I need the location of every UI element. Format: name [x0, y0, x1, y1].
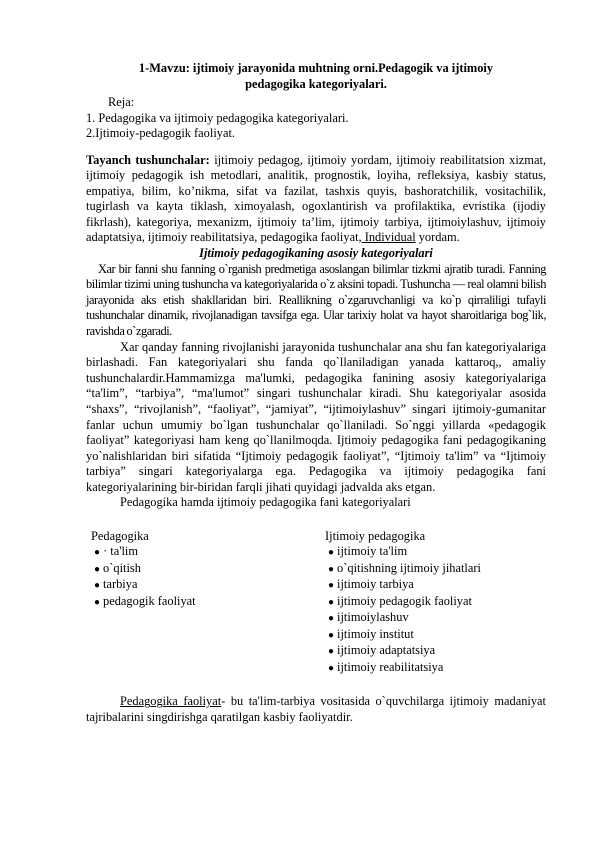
plan-heading: Reja: — [108, 95, 135, 109]
bullet-icon: ● — [94, 547, 101, 559]
ijtimoiy-pedagogika-heading: Ijtimoiy pedagogika — [325, 528, 426, 543]
bullet-icon: ● — [328, 563, 335, 575]
title-line-2: pedagogika kategoriyalari. — [245, 77, 387, 91]
paragraph-2: Xar qanday fanning rivojlanishi jarayonida tushunchalar ana shu fan kategoriyalariga birlashadi. Fan kategoriyalari shu fanda qo`llaniladigan yanada kattaroq,, amaliy tushunchalardir.Hammamizga ma'lumki, pedagogika fanining asosiy kategoriyalariga “ta'lim”, “tarbiya”, “ma'lumot” singari tushunchalar kiradi. Shu kategoriyalar asosida “shaxs”, “rivojlanish”, “faoliyat”, “jamiyat”, “ijtimoiylashuv” singari ijtimoiy-gumanitar fanlar uchun umumiy bo`lgan tushunchalar qo`llaniladi. So`nggi yillarda «pedagogik faoliyat” kategoriyasi ham keng qo`llanilmoqda. Ijtimoiy pedagogika fani pedagogikaning yo`nalishlaridan biri sifatida “Ijtimoiy pedagogik faoliyat”, “Ijtimoiy ta'lim” va “Ijtimoiy tarbiya” singari kategoriyalarga ega. Pedagogika va ijtimoiy pedagogika fani kategoriyalarining bir-biridan farqli jihati quyidagi jadvalda aks etgan. — [86, 339, 546, 494]
list-item: ● ijtimoiy pedagogik faoliyat — [328, 593, 472, 608]
key-concepts-text: ijtimoiy pedagog, ijtimoiy yordam, ijtimoiy reabilitatsion xizmat, ijtimoiy pedagogik ish metodlari, analitik, prognostik, loyiha, refleksiya, kasbiy status, empatiya, bilim, ko’nikma, sifat va fazilat, tashxis quyis, bashoratchilik, vositachilik, tugirlash va kayta tiklash, ximoyalash, ogoxlantirish va profilaktika, evristika (ijodiy fikrlash), kategoriya, mexanizm, ijtimoiy ta’lim, ijtimoiy tarbiya, ijtimoiylashuv, ijtimoiy adaptatsiya, ijtimoiy reabilitatsiya, pedagogika faoliyat, — [86, 152, 546, 245]
key-concepts-underlined: Individual — [361, 230, 416, 245]
list-item: ● ijtimoiy adaptatsiya — [328, 643, 436, 658]
bullet-icon: ● — [328, 629, 335, 641]
list-item: ● o`qitishning ijtimoiy jihatlari — [328, 560, 481, 575]
bullet-icon: ● — [328, 646, 335, 658]
list-item: ● o`qitish — [94, 560, 141, 575]
pedagogika-heading: Pedagogika — [91, 528, 149, 543]
bullet-icon: ● — [328, 596, 335, 608]
section-heading: Ijtimoiy pedagogikaning asosiy kategoriyalari — [199, 246, 433, 261]
list-item: ● ijtimoiy tarbiya — [328, 577, 414, 592]
categories-table — [86, 529, 546, 677]
document-title — [86, 60, 546, 92]
bullet-icon: ● — [328, 662, 335, 674]
list-item: ● ijtimoiy reabilitatsiya — [328, 659, 444, 674]
key-concepts-paragraph — [86, 153, 546, 247]
definition-text: - bu ta'lim-tarbiya vositasida o`quvchilarga ijtimoiy madaniyat tajribalarini singdirishga qaratilgan kasbiy faoliyatdir. — [86, 694, 546, 725]
list-item: ● tarbiya — [94, 577, 138, 592]
definition-paragraph — [86, 694, 546, 726]
bullet-icon: ● — [328, 613, 335, 625]
bullet-icon: ● — [94, 596, 101, 608]
title-line-1: 1-Mavzu: ijtimoiy jarayonida muhtning orni.Pedagogik va ijtimoiy — [138, 61, 494, 75]
ijtimoiy-pedagogika-column — [325, 529, 546, 677]
pedagogika-column — [86, 529, 325, 677]
bullet-icon: ● — [94, 563, 101, 575]
bullet-icon: ● — [328, 547, 335, 559]
list-item: ● · ta'lim — [94, 544, 138, 559]
list-item: ● ijtimoiylashuv — [328, 610, 409, 625]
list-item: ● ijtimoiy institut — [328, 626, 414, 641]
definition-term: Pedagogika faoliyat — [120, 694, 222, 709]
table-caption: Pedagogika hamda ijtimoiy pedagogika fani kategoriyalari — [120, 495, 411, 510]
plan-item-1: 1. Pedagogika va ijtimoiy pedagogika kategoriyalari. — [86, 110, 349, 125]
plan-item-2: 2.Ijtimoiy-pedagogik faoliyat. — [86, 126, 235, 140]
document-page — [86, 60, 546, 726]
bullet-icon: ● — [94, 580, 101, 592]
bullet-icon: ● — [328, 580, 335, 592]
list-item: ● ijtimoiy ta'lim — [328, 544, 408, 559]
key-concepts-label: Tayanch tushunchalar: — [86, 152, 210, 167]
paragraph-1: Xar bir fanni shu fanning o`rganish predmetiga asoslangan bilimlar tizkmi ajratib turadi. Fanning bilimlar tizimi uning tushuncha va kategoriyalarida o`z aksini topadi. Tushuncha — real olamni bilish jarayonida aks etish shakllaridan biri. Reallikning o`zgaruvchanligi va ko`p qirraliligi tufayli tushunchalar dinamik, rivojlanadigan tavsifga ega. Ular tarixiy holat va hayot sharoitlariga bog`lik, ravishda o`zgaradi. — [86, 261, 546, 338]
list-item: ● pedagogik faoliyat — [94, 593, 196, 608]
key-concepts-tail: yordam. — [415, 230, 460, 245]
